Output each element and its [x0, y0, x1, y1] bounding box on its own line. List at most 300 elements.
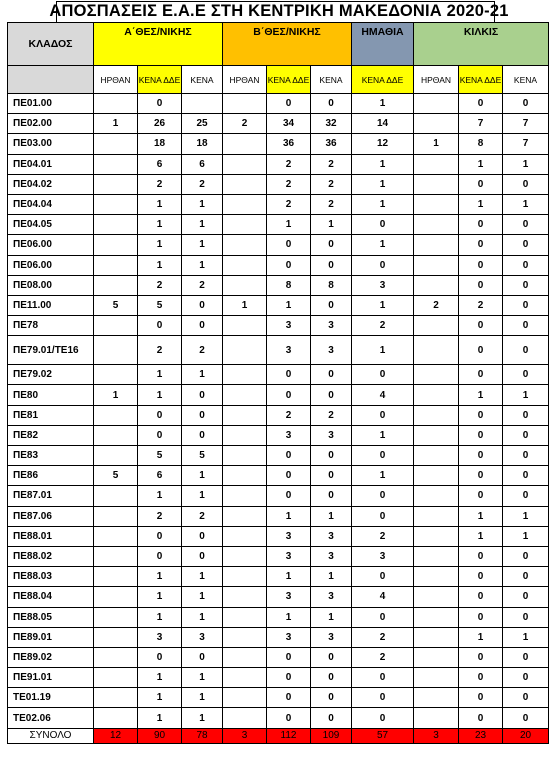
cell-a-kena-dde: 1 — [138, 486, 182, 506]
cell-a-hrthan — [94, 627, 138, 647]
cell-kilkis-hrthan — [414, 668, 459, 688]
sub-header-kena: ΚΕΝΑ — [503, 66, 549, 94]
table-row — [8, 174, 549, 194]
klados-cell: ΠΕ79.02 — [8, 365, 94, 385]
sub-header-hrthan: ΗΡΘΑΝ — [414, 66, 459, 94]
cell-a-kena: 1 — [182, 486, 223, 506]
cell-imathia-kena-dde: 0 — [352, 668, 414, 688]
cell-a-hrthan — [94, 235, 138, 255]
total-a-hrthan: 12 — [94, 728, 138, 743]
klados-cell: ΠΕ04.04 — [8, 194, 94, 214]
cell-b-kena: 1 — [311, 567, 352, 587]
table-row — [8, 446, 549, 466]
cell-b-hrthan — [223, 336, 267, 365]
cell-a-kena: 1 — [182, 365, 223, 385]
cell-b-kena-dde: 0 — [267, 255, 311, 275]
klados-cell: ΠΕ01.00 — [8, 94, 94, 114]
cell-b-kena: 3 — [311, 316, 352, 336]
cell-a-hrthan — [94, 365, 138, 385]
cell-b-kena-dde: 0 — [267, 668, 311, 688]
sub-header-row — [8, 66, 549, 94]
cell-b-kena: 0 — [311, 235, 352, 255]
cell-b-kena-dde: 3 — [267, 425, 311, 445]
cell-b-hrthan — [223, 546, 267, 566]
cell-a-kena-dde: 18 — [138, 134, 182, 154]
cell-kilkis-kena-dde: 2 — [459, 295, 503, 315]
table-row — [8, 506, 549, 526]
cell-a-kena-dde: 1 — [138, 668, 182, 688]
cell-b-kena: 0 — [311, 365, 352, 385]
cell-b-kena-dde: 0 — [267, 647, 311, 667]
cell-a-kena: 0 — [182, 526, 223, 546]
cell-b-hrthan — [223, 255, 267, 275]
cell-a-kena-dde: 1 — [138, 215, 182, 235]
cell-b-kena-dde: 3 — [267, 587, 311, 607]
cell-b-hrthan — [223, 365, 267, 385]
cell-b-kena: 3 — [311, 587, 352, 607]
cell-kilkis-kena: 0 — [503, 215, 549, 235]
region-header-imathia: ΗΜΑΘΙΑ — [352, 23, 414, 66]
cell-a-hrthan — [94, 194, 138, 214]
cell-kilkis-hrthan — [414, 688, 459, 708]
cell-b-kena-dde: 0 — [267, 708, 311, 728]
cell-kilkis-kena-dde: 7 — [459, 114, 503, 134]
cell-a-kena: 1 — [182, 708, 223, 728]
cell-imathia-kena-dde: 2 — [352, 647, 414, 667]
cell-b-kena-dde: 0 — [267, 235, 311, 255]
cell-b-hrthan — [223, 154, 267, 174]
cell-a-kena-dde: 0 — [138, 425, 182, 445]
table-row — [8, 275, 549, 295]
total-label: ΣΥΝΟΛΟ — [8, 728, 94, 743]
cell-a-hrthan — [94, 174, 138, 194]
cell-kilkis-kena: 0 — [503, 94, 549, 114]
cell-kilkis-kena-dde: 0 — [459, 546, 503, 566]
table-row — [8, 466, 549, 486]
total-b-kena-dde: 112 — [267, 728, 311, 743]
cell-b-hrthan — [223, 688, 267, 708]
cell-kilkis-hrthan — [414, 405, 459, 425]
cell-kilkis-kena: 0 — [503, 365, 549, 385]
page-title: ΑΠΟΣΠΑΣΕΙΣ Ε.Α.Ε ΣΤΗ ΚΕΝΤΡΙΚΗ ΜΑΚΕΔΟΝΙΑ 2020-21 — [49, 2, 509, 20]
cell-a-kena: 1 — [182, 607, 223, 627]
cell-b-hrthan — [223, 567, 267, 587]
cell-b-kena: 8 — [311, 275, 352, 295]
cell-kilkis-kena: 0 — [503, 275, 549, 295]
table-row — [8, 215, 549, 235]
cell-kilkis-kena-dde: 0 — [459, 466, 503, 486]
cell-imathia-kena-dde: 0 — [352, 607, 414, 627]
total-kilkis-hrthan: 3 — [414, 728, 459, 743]
cell-kilkis-kena: 0 — [503, 486, 549, 506]
cell-imathia-kena-dde: 2 — [352, 316, 414, 336]
cell-kilkis-hrthan — [414, 466, 459, 486]
klados-cell: ΠΕ11.00 — [8, 295, 94, 315]
cell-a-kena: 25 — [182, 114, 223, 134]
cell-kilkis-kena-dde: 0 — [459, 486, 503, 506]
cell-imathia-kena-dde: 0 — [352, 688, 414, 708]
cell-kilkis-kena-dde: 0 — [459, 255, 503, 275]
cell-b-kena-dde: 2 — [267, 194, 311, 214]
table-row — [8, 546, 549, 566]
cell-b-kena-dde: 0 — [267, 688, 311, 708]
table-row — [8, 526, 549, 546]
klados-cell: ΠΕ82 — [8, 425, 94, 445]
total-b-hrthan: 3 — [223, 728, 267, 743]
cell-kilkis-kena-dde: 1 — [459, 385, 503, 405]
cell-kilkis-hrthan — [414, 316, 459, 336]
cell-b-kena-dde: 1 — [267, 506, 311, 526]
klados-cell: ΠΕ88.05 — [8, 607, 94, 627]
cell-kilkis-hrthan — [414, 194, 459, 214]
cell-b-hrthan — [223, 627, 267, 647]
cell-a-hrthan: 1 — [94, 385, 138, 405]
cell-kilkis-kena-dde: 1 — [459, 154, 503, 174]
total-imathia-kena-dde: 57 — [352, 728, 414, 743]
cell-b-hrthan — [223, 425, 267, 445]
cell-kilkis-hrthan — [414, 567, 459, 587]
cell-a-kena-dde: 5 — [138, 446, 182, 466]
region-header-kilkis: ΚΙΛΚΙΣ — [414, 23, 549, 66]
cell-a-kena-dde: 1 — [138, 607, 182, 627]
klados-cell: ΠΕ88.03 — [8, 567, 94, 587]
cell-kilkis-kena: 1 — [503, 154, 549, 174]
cell-kilkis-hrthan — [414, 587, 459, 607]
cell-a-kena-dde: 1 — [138, 688, 182, 708]
cell-a-hrthan — [94, 446, 138, 466]
klados-cell: ΠΕ91.01 — [8, 668, 94, 688]
klados-cell: ΠΕ89.02 — [8, 647, 94, 667]
cell-b-hrthan — [223, 668, 267, 688]
cell-kilkis-kena: 0 — [503, 295, 549, 315]
cell-b-hrthan: 1 — [223, 295, 267, 315]
cell-a-kena-dde: 0 — [138, 316, 182, 336]
cell-kilkis-hrthan — [414, 526, 459, 546]
klados-cell: ΠΕ04.05 — [8, 215, 94, 235]
cell-imathia-kena-dde: 12 — [352, 134, 414, 154]
cell-b-kena: 1 — [311, 506, 352, 526]
cell-imathia-kena-dde: 1 — [352, 174, 414, 194]
total-kilkis-kena: 20 — [503, 728, 549, 743]
cell-kilkis-hrthan — [414, 365, 459, 385]
cell-b-kena-dde: 2 — [267, 174, 311, 194]
cell-imathia-kena-dde: 0 — [352, 255, 414, 275]
table-row — [8, 235, 549, 255]
cell-a-kena: 1 — [182, 215, 223, 235]
cell-imathia-kena-dde: 3 — [352, 546, 414, 566]
cell-kilkis-kena-dde: 0 — [459, 567, 503, 587]
cell-a-kena-dde: 1 — [138, 365, 182, 385]
cell-b-kena: 1 — [311, 607, 352, 627]
cell-b-kena: 0 — [311, 668, 352, 688]
sub-header-kena-dde: ΚΕΝΑ ΔΔΕ — [459, 66, 503, 94]
cell-a-kena: 1 — [182, 567, 223, 587]
cell-a-kena: 0 — [182, 546, 223, 566]
cell-kilkis-hrthan — [414, 607, 459, 627]
total-a-kena: 78 — [182, 728, 223, 743]
cell-a-hrthan — [94, 567, 138, 587]
cell-b-kena-dde: 2 — [267, 405, 311, 425]
table-row — [8, 365, 549, 385]
cell-imathia-kena-dde: 0 — [352, 567, 414, 587]
sub-header-kena: ΚΕΝΑ — [311, 66, 352, 94]
cell-a-hrthan — [94, 425, 138, 445]
cell-b-kena-dde: 3 — [267, 336, 311, 365]
table-row — [8, 336, 549, 365]
cell-a-kena: 0 — [182, 316, 223, 336]
cell-a-kena-dde: 1 — [138, 235, 182, 255]
cell-b-kena: 1 — [311, 215, 352, 235]
cell-a-hrthan — [94, 154, 138, 174]
cell-a-kena-dde: 26 — [138, 114, 182, 134]
cell-a-kena: 3 — [182, 627, 223, 647]
table-row — [8, 647, 549, 667]
klados-cell: ΠΕ88.01 — [8, 526, 94, 546]
cell-a-kena: 2 — [182, 275, 223, 295]
cell-imathia-kena-dde: 0 — [352, 215, 414, 235]
cell-kilkis-hrthan — [414, 336, 459, 365]
cell-b-kena: 32 — [311, 114, 352, 134]
secondment-table — [7, 22, 549, 744]
table-row — [8, 486, 549, 506]
cell-imathia-kena-dde: 1 — [352, 295, 414, 315]
cell-a-kena-dde: 1 — [138, 587, 182, 607]
cell-b-kena: 0 — [311, 385, 352, 405]
table-row — [8, 194, 549, 214]
cell-b-hrthan — [223, 466, 267, 486]
cell-a-kena: 1 — [182, 587, 223, 607]
cell-a-hrthan — [94, 336, 138, 365]
cell-b-hrthan — [223, 506, 267, 526]
cell-kilkis-kena: 0 — [503, 446, 549, 466]
cell-a-kena-dde: 2 — [138, 275, 182, 295]
cell-b-hrthan — [223, 275, 267, 295]
klados-cell: ΠΕ04.01 — [8, 154, 94, 174]
cell-b-kena-dde: 1 — [267, 567, 311, 587]
cell-b-kena: 3 — [311, 627, 352, 647]
total-kilkis-kena-dde: 23 — [459, 728, 503, 743]
klados-cell: ΤΕ01.19 — [8, 688, 94, 708]
cell-kilkis-kena-dde: 0 — [459, 316, 503, 336]
cell-a-hrthan — [94, 275, 138, 295]
cell-a-kena: 18 — [182, 134, 223, 154]
cell-kilkis-kena: 0 — [503, 174, 549, 194]
cell-kilkis-kena: 0 — [503, 708, 549, 728]
cell-a-hrthan: 5 — [94, 295, 138, 315]
cell-kilkis-hrthan — [414, 486, 459, 506]
cell-kilkis-kena-dde: 0 — [459, 446, 503, 466]
cell-kilkis-kena-dde: 0 — [459, 587, 503, 607]
cell-imathia-kena-dde: 2 — [352, 627, 414, 647]
cell-b-kena: 2 — [311, 154, 352, 174]
cell-b-hrthan — [223, 235, 267, 255]
cell-imathia-kena-dde: 1 — [352, 94, 414, 114]
cell-kilkis-kena-dde: 0 — [459, 607, 503, 627]
cell-a-kena: 1 — [182, 255, 223, 275]
cell-imathia-kena-dde: 0 — [352, 365, 414, 385]
table-row — [8, 587, 549, 607]
table-row — [8, 425, 549, 445]
cell-a-kena-dde: 1 — [138, 567, 182, 587]
cell-b-kena-dde: 8 — [267, 275, 311, 295]
cell-a-kena-dde: 0 — [138, 405, 182, 425]
cell-b-hrthan — [223, 385, 267, 405]
cell-b-hrthan — [223, 486, 267, 506]
table-row — [8, 668, 549, 688]
cell-b-kena-dde: 3 — [267, 546, 311, 566]
cell-a-kena-dde: 2 — [138, 506, 182, 526]
region-header-row — [8, 23, 549, 66]
cell-b-kena-dde: 2 — [267, 154, 311, 174]
cell-b-kena: 2 — [311, 174, 352, 194]
cell-a-hrthan — [94, 134, 138, 154]
klados-cell: ΠΕ83 — [8, 446, 94, 466]
cell-a-kena: 5 — [182, 446, 223, 466]
cell-kilkis-hrthan — [414, 546, 459, 566]
cell-kilkis-hrthan — [414, 708, 459, 728]
cell-kilkis-hrthan — [414, 446, 459, 466]
klados-cell: ΠΕ88.04 — [8, 587, 94, 607]
cell-b-hrthan — [223, 446, 267, 466]
cell-a-hrthan — [94, 688, 138, 708]
cell-b-kena: 2 — [311, 194, 352, 214]
table-row — [8, 94, 549, 114]
klados-cell: ΠΕ87.01 — [8, 486, 94, 506]
cell-b-hrthan — [223, 316, 267, 336]
cell-b-hrthan — [223, 647, 267, 667]
sub-header-kena-dde: ΚΕΝΑ ΔΔΕ — [352, 66, 414, 94]
cell-a-kena — [182, 94, 223, 114]
cell-kilkis-kena: 0 — [503, 688, 549, 708]
klados-cell: ΠΕ89.01 — [8, 627, 94, 647]
cell-b-kena: 3 — [311, 425, 352, 445]
cell-kilkis-kena-dde: 0 — [459, 275, 503, 295]
table-row — [8, 316, 549, 336]
cell-kilkis-kena: 7 — [503, 114, 549, 134]
cell-a-kena: 1 — [182, 194, 223, 214]
klados-cell: ΠΕ04.02 — [8, 174, 94, 194]
cell-a-kena-dde: 0 — [138, 647, 182, 667]
cell-imathia-kena-dde: 0 — [352, 506, 414, 526]
cell-kilkis-kena-dde: 0 — [459, 405, 503, 425]
cell-kilkis-kena: 7 — [503, 134, 549, 154]
cell-kilkis-kena-dde: 0 — [459, 688, 503, 708]
cell-imathia-kena-dde: 0 — [352, 405, 414, 425]
cell-a-kena: 1 — [182, 466, 223, 486]
klados-cell: ΠΕ86 — [8, 466, 94, 486]
cell-kilkis-hrthan: 2 — [414, 295, 459, 315]
klados-cell: ΠΕ06.00 — [8, 235, 94, 255]
cell-kilkis-kena: 0 — [503, 668, 549, 688]
cell-b-kena: 3 — [311, 526, 352, 546]
cell-b-hrthan — [223, 194, 267, 214]
cell-b-kena: 3 — [311, 546, 352, 566]
cell-imathia-kena-dde: 0 — [352, 446, 414, 466]
cell-kilkis-kena: 0 — [503, 607, 549, 627]
klados-cell: ΠΕ08.00 — [8, 275, 94, 295]
cell-a-hrthan — [94, 708, 138, 728]
cell-b-kena-dde: 1 — [267, 607, 311, 627]
cell-a-kena: 1 — [182, 235, 223, 255]
cell-a-kena: 0 — [182, 295, 223, 315]
cell-kilkis-hrthan — [414, 255, 459, 275]
klados-cell: ΠΕ81 — [8, 405, 94, 425]
cell-kilkis-hrthan — [414, 647, 459, 667]
cell-kilkis-kena-dde: 8 — [459, 134, 503, 154]
cell-imathia-kena-dde: 3 — [352, 275, 414, 295]
cell-b-kena: 0 — [311, 708, 352, 728]
sub-header-kena-dde: ΚΕΝΑ ΔΔΕ — [138, 66, 182, 94]
cell-kilkis-kena-dde: 0 — [459, 94, 503, 114]
cell-b-hrthan — [223, 215, 267, 235]
cell-kilkis-hrthan — [414, 114, 459, 134]
cell-b-kena-dde: 1 — [267, 215, 311, 235]
cell-a-kena-dde: 0 — [138, 546, 182, 566]
cell-kilkis-kena: 0 — [503, 647, 549, 667]
cell-a-kena-dde: 6 — [138, 154, 182, 174]
cell-kilkis-kena-dde: 1 — [459, 194, 503, 214]
cell-b-kena-dde: 3 — [267, 316, 311, 336]
cell-imathia-kena-dde: 1 — [352, 235, 414, 255]
sub-header-kena: ΚΕΝΑ — [182, 66, 223, 94]
cell-b-hrthan — [223, 94, 267, 114]
cell-a-kena-dde: 2 — [138, 174, 182, 194]
cell-kilkis-kena: 0 — [503, 255, 549, 275]
klados-cell: ΠΕ02.00 — [8, 114, 94, 134]
cell-kilkis-kena-dde: 0 — [459, 336, 503, 365]
cell-kilkis-hrthan — [414, 174, 459, 194]
cell-kilkis-kena: 1 — [503, 506, 549, 526]
cell-kilkis-hrthan — [414, 425, 459, 445]
cell-a-hrthan — [94, 215, 138, 235]
cell-a-kena-dde: 3 — [138, 627, 182, 647]
cell-b-kena: 0 — [311, 255, 352, 275]
cell-b-kena-dde: 0 — [267, 446, 311, 466]
cell-imathia-kena-dde: 0 — [352, 708, 414, 728]
cell-kilkis-kena: 0 — [503, 567, 549, 587]
cell-a-hrthan — [94, 94, 138, 114]
cell-b-kena-dde: 3 — [267, 526, 311, 546]
cell-kilkis-kena: 0 — [503, 546, 549, 566]
cell-b-kena-dde: 1 — [267, 295, 311, 315]
region-header-b-thes: Β΄ΘΕΣ/ΝΙΚΗΣ — [223, 23, 352, 66]
cell-imathia-kena-dde: 2 — [352, 526, 414, 546]
cell-a-kena: 0 — [182, 647, 223, 667]
cell-b-hrthan — [223, 405, 267, 425]
total-b-kena: 109 — [311, 728, 352, 743]
cell-b-kena: 0 — [311, 295, 352, 315]
table-row — [8, 255, 549, 275]
cell-b-kena-dde: 0 — [267, 365, 311, 385]
cell-kilkis-kena-dde: 0 — [459, 668, 503, 688]
cell-a-hrthan — [94, 405, 138, 425]
table-row — [8, 385, 549, 405]
cell-kilkis-kena-dde: 0 — [459, 647, 503, 667]
klados-cell: ΠΕ87.06 — [8, 506, 94, 526]
cell-imathia-kena-dde: 1 — [352, 336, 414, 365]
cell-kilkis-hrthan — [414, 385, 459, 405]
cell-b-hrthan: 2 — [223, 114, 267, 134]
cell-a-kena: 0 — [182, 405, 223, 425]
cell-kilkis-hrthan — [414, 154, 459, 174]
cell-a-kena-dde: 2 — [138, 336, 182, 365]
cell-b-kena: 0 — [311, 486, 352, 506]
cell-b-kena: 0 — [311, 94, 352, 114]
cell-a-hrthan — [94, 486, 138, 506]
klados-cell: ΠΕ78 — [8, 316, 94, 336]
cell-a-kena-dde: 1 — [138, 385, 182, 405]
cell-a-hrthan: 5 — [94, 466, 138, 486]
